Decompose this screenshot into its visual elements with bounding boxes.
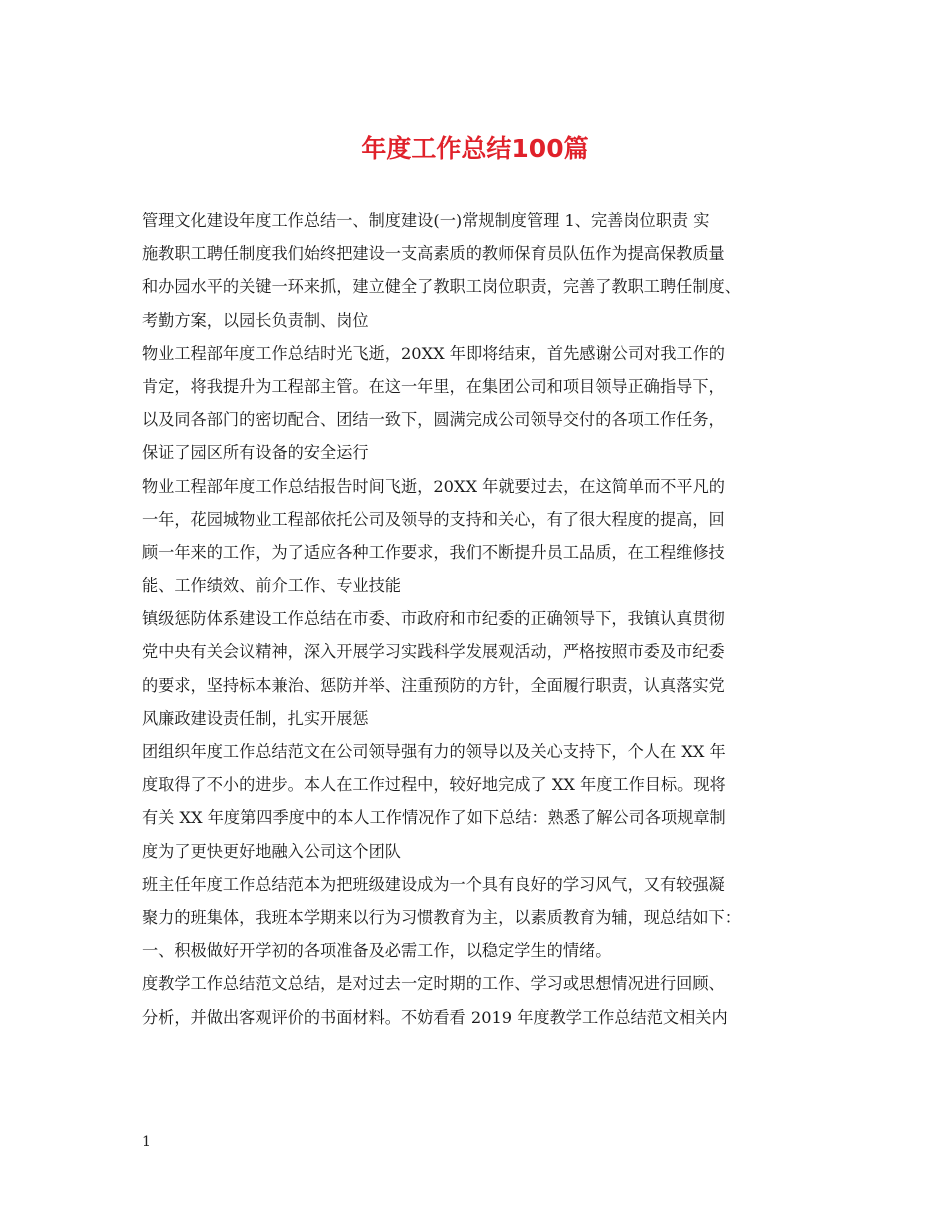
text-line: 度教学工作总结范文总结，是对过去一定时期的工作、学习或思想情况进行回顾、 [142,974,725,994]
page-number: 1 [142,1134,151,1150]
text-line: 一年，花园城物业工程部依托公司及领导的支持和关心，有了很大程度的提高，回 [142,509,725,529]
text-line: 肯定，将我提升为工程部主管。在这一年里，在集团公司和项目领导正确指导下， [142,376,725,396]
text-line: 物业工程部年度工作总结时光飞逝，20XX 年即将结束，首先感谢公司对我工作的 [142,343,725,363]
text-line: 党中央有关会议精神，深入开展学习实践科学发展观活动，严格按照市委及市纪委 [142,642,725,662]
text-line: 施教职工聘任制度我们始终把建设一支高素质的教师保育员队伍作为提高保教质量 [142,244,725,264]
text-line: 管理文化建设年度工作总结一、制度建设(一)常规制度管理 1、完善岗位职责 实 [142,211,710,230]
text-line: 聚力的班集体，我班本学期来以行为习惯教育为主，以素质教育为辅，现总结如下： [142,907,741,927]
text-line: 度取得了不小的进步。本人在工作过程中，较好地完成了 XX 年度工作目标。现将 [142,775,726,795]
text-line: 考勤方案，以园长负责制、岗位 [142,310,369,330]
text-line: 分析，并做出客观评价的书面材料。不妨看看 2019 年度教学工作总结范文相关内 [142,1007,728,1027]
text-line: 物业工程部年度工作总结报告时间飞逝，20XX 年就要过去，在这简单而不平凡的 [142,476,725,496]
text-line: 以及同各部门的密切配合、团结一致下，圆满完成公司领导交付的各项工作任务， [142,410,725,430]
text-line: 有关 XX 年度第四季度中的本人工作情况作了如下总结：熟悉了解公司各项规章制 [142,808,726,828]
text-line: 度为了更快更好地融入公司这个团队 [142,841,401,861]
text-line: 能、工作绩效、前介工作、专业技能 [142,576,401,596]
text-line: 班主任年度工作总结范本为把班级建设成为一个具有良好的学习风气，又有较强凝 [142,874,725,894]
text-line: 保证了园区所有设备的安全运行 [142,443,369,463]
text-line: 团组织年度工作总结范文在公司领导强有力的领导以及关心支持下，个人在 XX 年 [142,742,726,761]
text-line: 镇级惩防体系建设工作总结在市委、市政府和市纪委的正确领导下，我镇认真贯彻 [142,609,725,629]
text-line: 的要求，坚持标本兼治、惩防并举、注重预防的方针，全面履行职责，认真落实党 [142,675,725,695]
text-line: 一、积极做好开学初的各项准备及必需工作，以稳定学生的情绪。 [142,941,612,961]
text-line: 和办园水平的关键一环来抓，建立健全了教职工岗位职责，完善了教职工聘任制度、 [142,277,741,297]
text-line: 风廉政建设责任制，扎实开展惩 [142,708,369,728]
document-title: 年度工作总结100篇 [361,134,589,163]
document-body [142,204,832,1034]
text-line: 顾一年来的工作，为了适应各种工作要求，我们不断提升员工品质，在工程维修技 [142,542,725,562]
